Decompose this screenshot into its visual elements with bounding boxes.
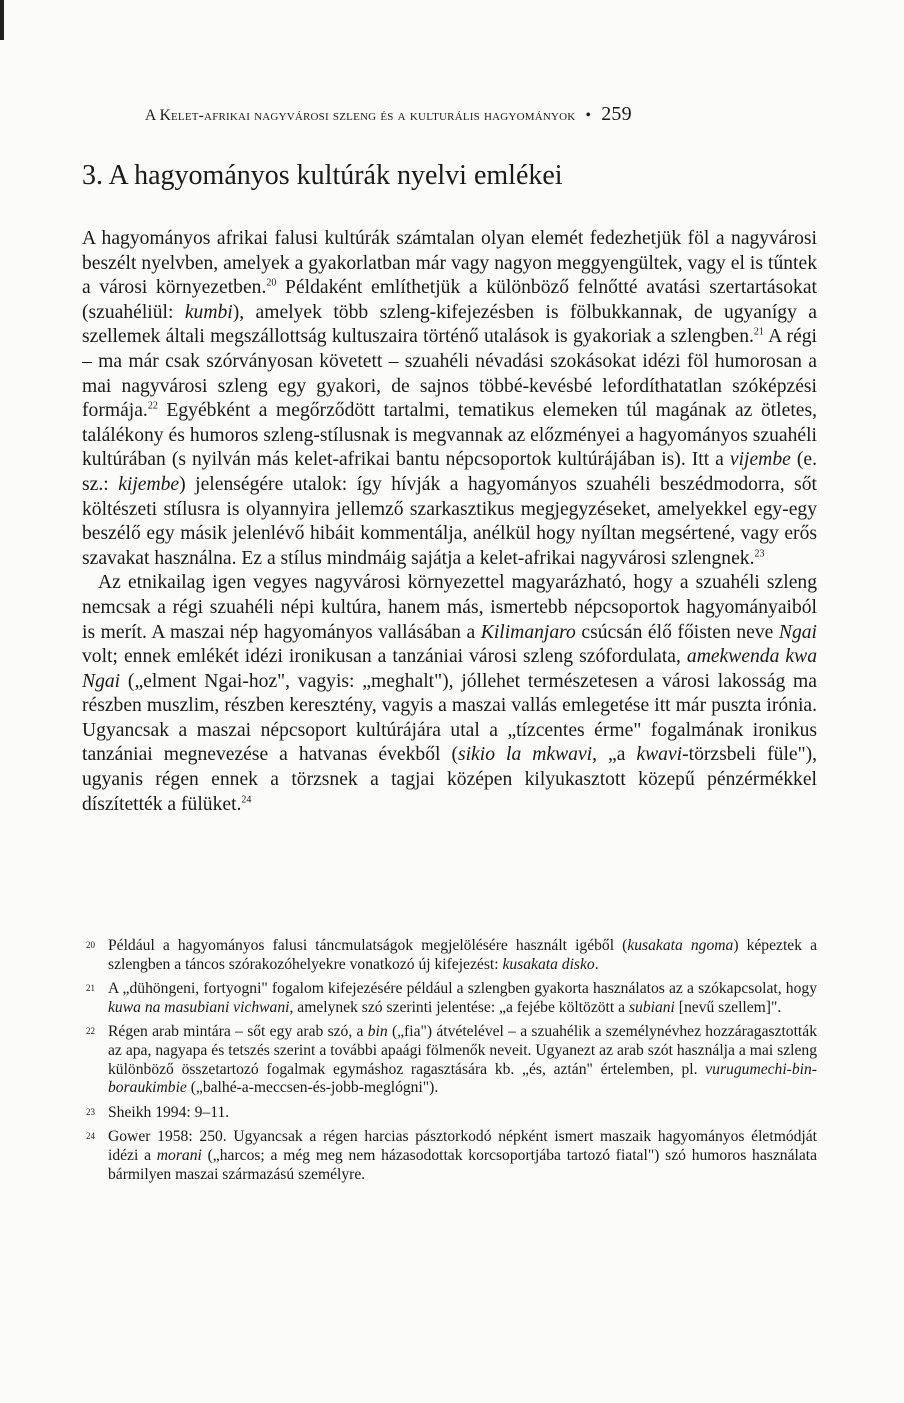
text-run: A „dühöngeni, fortyogni" fogalom kifejezésére például a szlengben gyakorta használatos az a szókapcsolat, hogy — [108, 980, 817, 998]
footnote-ref-23[interactable]: 23 — [754, 548, 765, 560]
text-run: A régi – ma már csak szórványosan követett – szuahéli névadási szokásokat idézi föl humorosan a mai nagyvárosi szleng egy gyakori, de sajnos többé-kevésbé lefordíthatatlan szóképzési formája. — [82, 326, 818, 422]
footnote-ref-21[interactable]: 21 — [753, 326, 764, 338]
text-run: Példaként említhetjük a különböző felnőtté avatási szertartásokat (szuahéliül: — [82, 277, 817, 323]
text-run: ), amelyek több szleng-kifejezésben is fölbukkannak, de ugyanígy a szellemek általi megszállottság kultuszaira történő utalások is gyakoriak a szlengben. — [82, 301, 817, 348]
footnote-ref-20[interactable]: 20 — [266, 277, 277, 289]
running-title: A Kelet-afrikai nagyvárosi szleng és a kulturális hagyományok — [145, 107, 576, 124]
term-kumbi: kumbi — [184, 301, 233, 323]
text-run: . — [594, 955, 599, 973]
footnote-ref-24[interactable]: 24 — [241, 794, 252, 806]
text-run: ) jelenségére utalok: így hívják a hagyományos szuahéli beszédmodorra, sőt költészeti stílusra is olyannyira jellemző szarkasztikus megjegyzéseket, amelyekkel egy-egy beszélő egy másik jelenlévő hibáit kommentálja, anélkül hogy nyíltan megsértené, vagy erős szavakat használna. Ez a stílus mindmáig sajátja a kelet-afrikai nagyvárosi szlengnek. — [82, 473, 818, 569]
scan-edge-mark — [0, 0, 4, 40]
term-amekwenda: amekwenda kwa Ngai — [82, 646, 817, 692]
text-run: , amelynek szó szerinti jelentése: „a fejébe költözött a — [289, 998, 629, 1016]
text-run: A hagyományos afrikai falusi kultúrák számtalan olyan elemét fedezhetjük föl a nagyvárosi beszélt nyelvben, amelyek a gyakorlatban már vagy nagyon meggyengültek, vagy el is tűntek a városi környezetben. — [82, 228, 817, 299]
term-kijembe: kijembe — [118, 473, 180, 495]
footnote-number: 21 — [86, 983, 95, 994]
text-run: Például a hagyományos falusi táncmulatságok megjelölésére használt igéből ( — [108, 937, 628, 954]
term-vijembe: vijembe — [729, 449, 791, 471]
term-ngai: Ngai — [778, 621, 817, 643]
footnote-number: 23 — [86, 1106, 95, 1117]
text-run: ) képeztek a szlengben a táncos szórakozóhelyekre vonatkozó új kifejezést: — [108, 937, 818, 973]
text-run: Gower 1958: 250. Ugyancsak a régen harcias pásztorkodó népként ismert maszaik hagyományos életmódját idézi a — [108, 1128, 817, 1164]
footnote-number: 20 — [86, 940, 95, 950]
text-run: (e. sz.: — [82, 449, 817, 495]
term: vurugumechi-bin-boraukimbie — [108, 1060, 817, 1097]
text-run: , „a — [592, 744, 637, 766]
term: subiani — [628, 998, 675, 1016]
text-run: Egyébként a megőrződött tartalmi, tematikus elemeken túl magának az ötletes, találékony és humoros szleng-stílusnak is megvannak az előzményei a hagyományos szuahéli kultúrában (s nyilván más kelet-afrikai bantu népcsoportok kultúrájában is). Itt a — [82, 400, 817, 471]
term: morani — [156, 1146, 202, 1164]
footnote-21 — [82, 980, 817, 1017]
text-run: Az etnikailag igen vegyes nagyvárosi környezettel magyarázható, hogy a szuahéli szleng nemcsak a régi szuahéli népi kultúra, hanem más, ismertebb népcsoportok hagyományaiból is merít. A maszai nép hagyományos vallásában a — [82, 572, 817, 643]
term-sikio: sikio la mkwavi — [457, 744, 593, 766]
term: kuwa na masubiani vichwani — [108, 998, 290, 1016]
footnote-22 — [82, 1023, 817, 1097]
paragraph-2 — [82, 571, 817, 817]
section-title: 3. A hagyományos kultúrák nyelvi emlékei — [82, 160, 563, 191]
running-header — [145, 103, 825, 126]
text-run: volt; ennek emlékét idézi ironikusan a tanzániai városi szleng szófordulata, — [82, 646, 687, 668]
footnotes — [82, 937, 817, 1190]
text-run: -törzsbeli füle"), ugyanis régen ennek a törzsnek a tagjai középen kilyukasztott közepű pénzérmékkel díszítették a fülüket. — [82, 744, 818, 815]
footnote-23 — [82, 1104, 817, 1123]
text-run: („harcos; a még meg nem házasodottak korcsoportjába tartozó fiatal") szó humoros használata bármilyen maszai származású személyre. — [108, 1146, 817, 1183]
text-run: („fia") átvételével – a szuahélik a személynévhez hozzáragasztották az apa, nagyapa és tetszés szerint a további apaági fölmenők neveit. Ugyanezt az arab szót használja a mai szleng különböző összetartozó fogalmak egymáshoz ragasztására kb. „és, aztán" értelemben, pl. — [108, 1023, 817, 1078]
term-kwavi: kwavi — [636, 744, 683, 766]
term: kusakata disko — [502, 955, 595, 973]
footnote-number: 22 — [86, 1026, 95, 1037]
term-kilimanjaro: Kilimanjaro — [480, 621, 576, 643]
header-bullet: • — [585, 107, 592, 124]
text-run: („balhé-a-meccsen-és-jobb-meglógni"). — [186, 1079, 439, 1097]
term: bin — [367, 1023, 388, 1041]
footnote-24 — [82, 1128, 817, 1184]
paragraph-1 — [82, 227, 817, 571]
page-number: 259 — [601, 103, 632, 125]
text-run: csúcsán élő főisten neve — [575, 621, 779, 643]
text-run: Sheikh 1994: 9–11. — [108, 1103, 230, 1121]
footnote-ref-22[interactable]: 22 — [147, 400, 158, 412]
text-run: [nevű szellem]". — [674, 998, 782, 1016]
body-text — [82, 227, 817, 817]
footnote-20 — [82, 937, 817, 974]
footnote-number: 24 — [86, 1131, 95, 1142]
text-run: („elment Ngai-hoz", vagyis: „meghalt"), jóllehet természetesen a városi lakosság ma részben muszlim, részben keresztény, vagyis a maszai vallás emlegetése itt már puszta irónia. Ugyancsak a maszai népcsoport kultúrájára utal a „tízcentes érme" fogalmának ironikus tanzániai megnevezése a hatvanas évekből ( — [82, 670, 817, 766]
text-run: Régen arab mintára – sőt egy arab szó, a — [108, 1023, 368, 1041]
term: kusakata ngoma — [627, 937, 734, 954]
